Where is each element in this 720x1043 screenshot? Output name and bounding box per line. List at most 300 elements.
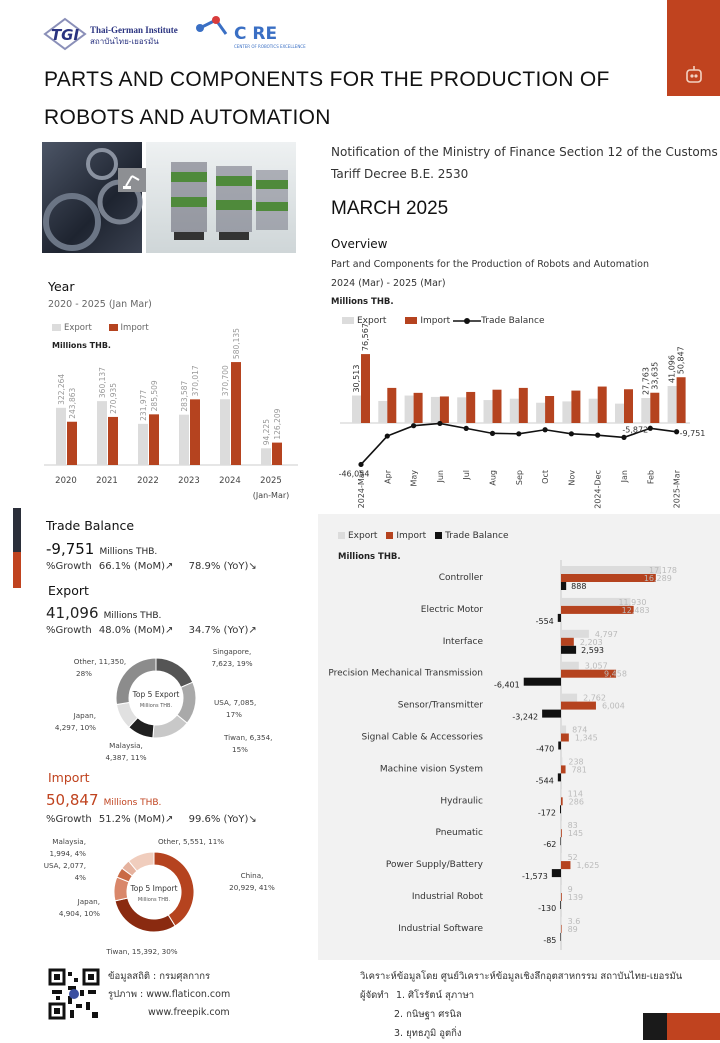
- growth-label: %Growth: [46, 625, 92, 636]
- plant-racks-illustration: [146, 142, 296, 253]
- core-logo-text: C RE: [234, 24, 278, 44]
- import-value: 50,847: [46, 791, 99, 809]
- export_donut-slice-singapore: [156, 658, 193, 687]
- import_donut-label: 1,994, 4%: [49, 849, 86, 858]
- component-label-export-1: 11,930: [618, 597, 647, 607]
- overview-balance-point-Apr: [385, 433, 390, 438]
- page-title-line1: PARTS AND COMPONENTS FOR THE PRODUCTION OF: [44, 68, 610, 91]
- components-legend: [338, 531, 509, 541]
- overview-balance-point-May: [411, 423, 416, 428]
- core-logo: [190, 12, 306, 52]
- year-value-label-export-2022: 231,977: [139, 389, 148, 421]
- overview-legend: [342, 316, 545, 326]
- tgi-logo: [42, 17, 88, 51]
- import_donut-label: China,: [240, 871, 264, 880]
- trade-balance-yoy: 78.9% (YoY): [188, 561, 249, 572]
- import_donut-center-title: Top 5 Import: [130, 884, 178, 893]
- core-subtitle: CENTER OF ROBOTICS EXCELLENCE: [234, 44, 306, 49]
- export-yoy: 34.7% (YoY): [188, 625, 249, 636]
- year-value-label-export-2023: 283,587: [180, 380, 189, 412]
- component-bar-export-5: [561, 726, 566, 734]
- overview-label-export-Feb: 27,763: [641, 367, 651, 396]
- year-bar-import-2023: [190, 399, 200, 465]
- component-name-11: Industrial Software: [398, 923, 483, 934]
- component-bar-export-8: [561, 821, 562, 829]
- overview-bar-export-Sep: [510, 399, 519, 423]
- component-bar-export-7: [561, 789, 562, 797]
- overview-balance-point-Jan: [621, 435, 626, 440]
- year-bar-import-2022: [149, 414, 159, 465]
- year-tick-note: (Jan-Mar): [252, 491, 290, 500]
- component-label-balance-5: -470: [536, 744, 555, 754]
- overview-label-export-2025-Mar: 41,096: [667, 355, 677, 384]
- component-label-export-3: 3,057: [584, 661, 608, 671]
- component-bar-export-2: [561, 630, 589, 638]
- component-label-export-2: 4,797: [594, 629, 618, 639]
- overview-tick-Aug: Aug: [488, 470, 498, 486]
- component-name-4: Sensor/Transmitter: [397, 700, 483, 711]
- year-tick-2021: 2021: [96, 476, 118, 486]
- overview-tick-2024-Mar: 2024-Mar: [357, 470, 366, 509]
- component-name-1: Electric Motor: [420, 604, 483, 615]
- component-bar-import-9: [561, 861, 570, 869]
- component-name-8: Pneumatic: [435, 828, 483, 839]
- overview-unit: Millions THB.: [331, 297, 394, 307]
- component-bar-balance-11: [560, 933, 561, 941]
- overview-balance-point-2024-Mar: [358, 462, 363, 467]
- footer-accent-orange: [667, 1013, 720, 1040]
- component-bar-balance-6: [558, 773, 561, 781]
- component-label-export-10: 9: [567, 885, 573, 894]
- component-bar-export-0: [561, 566, 661, 574]
- component-name-7: Hydraulic: [440, 796, 483, 807]
- side-accent-orange: [13, 552, 21, 588]
- component-label-balance-4: -3,242: [512, 712, 539, 722]
- overview-balance-point-Jun: [437, 421, 442, 426]
- overview-bar-import-Feb: [650, 393, 659, 423]
- year-value-label-export-2024: 370,700: [221, 365, 230, 397]
- component-label-import-7: 286: [568, 797, 584, 807]
- overview-bar-import-Aug: [493, 390, 502, 423]
- overview-tick-Oct: Oct: [541, 470, 551, 484]
- year-heading: Year: [48, 279, 75, 294]
- arrow-down-right-icon: ↘: [248, 814, 257, 825]
- comp-legend-export-label: Export: [348, 531, 378, 541]
- year-value-label-import-2025: 126,209: [273, 408, 282, 440]
- trade-balance-mom: 66.1% (MoM): [98, 561, 166, 572]
- component-bar-import-11: [561, 925, 562, 933]
- component-bar-import-7: [561, 797, 563, 805]
- components-chart: [318, 560, 720, 955]
- legend-export-label: Export: [357, 316, 387, 326]
- overview-bar-export-Jun: [431, 397, 440, 423]
- component-label-import-2: 2,203: [579, 637, 603, 647]
- prepared-by-label: ผู้จัดทำ: [360, 990, 389, 1001]
- overview-tick-Apr: Apr: [383, 470, 393, 484]
- component-label-balance-1: -554: [535, 616, 554, 626]
- component-bar-export-10: [561, 885, 562, 893]
- import_donut-label: Tiwan, 15,392, 30%: [106, 947, 178, 956]
- overview-bar-export-Feb: [641, 398, 650, 423]
- sources: [108, 968, 230, 1022]
- year-value-label-import-2020: 243,863: [68, 387, 77, 419]
- overview-bar-import-Jan: [624, 389, 633, 423]
- import_donut-slice-tiwan: [115, 898, 175, 932]
- year-bar-export-2023: [179, 415, 189, 465]
- component-label-balance-10: -130: [538, 904, 557, 913]
- institute-name: [90, 25, 178, 48]
- component-bar-balance-8: [560, 837, 561, 845]
- year-tick-2025: 2025: [260, 476, 282, 486]
- overview-chart: [338, 323, 706, 512]
- component-label-balance-11: -85: [543, 935, 557, 945]
- overview-balance-point-Sep: [516, 431, 521, 436]
- export_donut-label: 28%: [76, 669, 92, 678]
- source-statistics: ข้อมูลสถิติ : กรมศุลกากร: [108, 971, 211, 982]
- overview-balance-point-Jul: [464, 426, 469, 431]
- trade-balance-value: -9,751: [46, 540, 95, 558]
- component-label-balance-8: -62: [543, 840, 557, 850]
- overview-bar-import-2024-Mar: [361, 354, 370, 423]
- component-label-export-8: 83: [567, 821, 578, 831]
- overview-subtitle: Part and Components for the Production of Robots and Automation: [331, 259, 649, 270]
- year-period: 2020 - 2025 (Jan Mar): [48, 299, 152, 310]
- overview-label-export-2024-Mar: 30,513: [352, 364, 361, 393]
- component-label-export-9: 52: [567, 853, 578, 863]
- component-label-import-9: 1,625: [576, 861, 600, 871]
- export-heading: Export: [48, 583, 89, 598]
- component-label-import-0: 16,289: [643, 574, 672, 583]
- component-label-balance-9: -1,573: [522, 872, 548, 882]
- hero-image-center-badge: [118, 168, 146, 192]
- tgi-logo-text: TGI: [50, 26, 80, 44]
- year-tick-2024: 2024: [219, 476, 241, 486]
- qr-code-icon[interactable]: [48, 968, 100, 1020]
- overview-bar-import-Nov: [571, 391, 580, 423]
- component-label-import-1: 12,483: [621, 605, 650, 615]
- import_donut-label: Malaysia,: [52, 837, 86, 846]
- export_donut-label: Malaysia,: [109, 741, 143, 750]
- overview-bar-export-2025-Mar: [668, 386, 677, 423]
- import-mom: 51.2% (MoM): [98, 814, 166, 825]
- export_donut-label: Other, 11,350,: [73, 657, 127, 666]
- growth-label: %Growth: [46, 561, 92, 572]
- arrow-up-right-icon: ↗: [165, 814, 174, 825]
- component-label-balance-2: 2,593: [581, 645, 605, 655]
- overview-label-import-2024-Mar: 76,567: [361, 323, 370, 352]
- source-images-2[interactable]: www.freepik.com: [148, 1007, 230, 1018]
- export_donut-label: 15%: [232, 745, 248, 754]
- year-value-label-export-2020: 322,264: [57, 373, 66, 405]
- component-bar-export-4: [561, 694, 577, 702]
- year-value-label-export-2025: 94,225: [262, 419, 271, 446]
- component-bar-balance-2: [561, 646, 576, 654]
- year-value-label-import-2022: 285,509: [150, 380, 159, 412]
- year-bar-export-2020: [56, 408, 66, 465]
- export-unit: Millions THB.: [103, 611, 162, 621]
- footer-accent-dark: [643, 1013, 667, 1040]
- overview-label-balance-2024-Mar: -46,054: [338, 469, 370, 479]
- export_donut-center-unit: Millions THB.: [139, 703, 173, 709]
- import_donut-label: 4%: [74, 873, 86, 882]
- year-bar-export-2024: [220, 399, 230, 465]
- component-bar-import-5: [561, 734, 569, 742]
- year-tick-2023: 2023: [178, 476, 200, 486]
- year-unit: Millions THB.: [52, 341, 111, 350]
- component-bar-balance-7: [560, 805, 561, 813]
- overview-bar-export-Oct: [536, 403, 545, 423]
- legend-import-swatch: [405, 317, 417, 324]
- overview-bar-export-2024-Dec: [589, 399, 598, 423]
- year-legend-import-swatch: [109, 324, 118, 331]
- legend-export-swatch: [342, 317, 354, 324]
- legend-balance-icon: [453, 317, 481, 325]
- components-unit: Millions THB.: [338, 552, 401, 562]
- component-label-balance-6: -544: [535, 776, 554, 786]
- comp-legend-export-swatch: [338, 532, 345, 539]
- comp-legend-balance-swatch: [435, 532, 442, 539]
- overview-bar-export-May: [405, 396, 414, 423]
- import_donut-label: 4,904, 10%: [58, 909, 100, 918]
- year-bar-export-2022: [138, 424, 148, 465]
- year-bar-import-2020: [67, 422, 77, 465]
- overview-bar-import-Sep: [519, 388, 528, 423]
- author-2: 2. กนิษฐา ศรนิล: [394, 1009, 462, 1020]
- trade-balance-value-row: [46, 539, 157, 558]
- overview-tick-May: May: [409, 470, 419, 487]
- page-title-line2: ROBOTS AND AUTOMATION: [44, 106, 331, 129]
- export_donut-label: Tiwan, 6,354,: [224, 733, 273, 742]
- component-bar-balance-3: [524, 678, 561, 686]
- year-legend-export-swatch: [52, 324, 61, 331]
- component-label-balance-3: -6,401: [493, 680, 520, 690]
- export_donut-label: 17%: [226, 710, 242, 719]
- component-bar-balance-10: [560, 901, 561, 909]
- comp-legend-import-label: Import: [396, 531, 427, 541]
- component-bar-export-9: [561, 853, 562, 861]
- export-growth: [46, 625, 257, 636]
- overview-bar-import-2024-Dec: [598, 387, 607, 423]
- overview-label-import-Feb: 33,635: [650, 361, 660, 390]
- institute-name-th: สถาบันไทย-เยอรมัน: [90, 37, 159, 46]
- import_donut-label: Other, 5,551, 11%: [158, 837, 225, 846]
- overview-tick-Jun: Jun: [435, 470, 445, 483]
- component-bar-balance-1: [558, 614, 561, 622]
- import-heading: Import: [48, 770, 90, 785]
- component-bar-import-4: [561, 702, 596, 710]
- notification-line1: Notification of the Ministry of Finance Section 12 of the Customs: [331, 145, 718, 159]
- overview-bar-export-Apr: [378, 401, 387, 423]
- component-name-2: Interface: [442, 636, 483, 647]
- year-bar-import-2024: [231, 362, 241, 465]
- comp-legend-balance-label: Trade Balance: [445, 531, 509, 541]
- component-name-0: Controller: [438, 573, 483, 583]
- author-3: 3. ยุทธภูมิ อูตกิ่ง: [394, 1028, 462, 1039]
- export_donut-center-title: Top 5 Export: [132, 690, 180, 699]
- import_donut-center-unit: Millions THB.: [137, 897, 171, 903]
- trade-balance-heading: Trade Balance: [46, 518, 135, 533]
- component-name-6: Machine vision System: [379, 764, 483, 775]
- component-bar-export-6: [561, 757, 562, 765]
- comp-legend-import-swatch: [386, 532, 393, 539]
- component-name-9: Power Supply/Battery: [385, 860, 483, 871]
- import_donut-label: USA, 2,077,: [43, 861, 86, 870]
- credits: [360, 967, 682, 1043]
- overview-bar-export-Jul: [457, 397, 466, 423]
- component-label-import-10: 139: [567, 893, 584, 902]
- overview-bar-import-Oct: [545, 396, 554, 423]
- component-name-10: Industrial Robot: [411, 892, 483, 902]
- overview-tick-Feb: Feb: [646, 470, 656, 485]
- institute-name-en: Thai-German Institute: [90, 25, 178, 35]
- component-name-3: Precision Mechanical Transmission: [328, 668, 483, 679]
- arrow-up-right-icon: ↗: [248, 625, 257, 636]
- component-bar-import-10: [561, 893, 562, 901]
- import-value-row: [46, 790, 161, 809]
- component-label-import-6: 781: [571, 765, 587, 775]
- year-bar-import-2021: [108, 417, 118, 465]
- arrow-up-right-icon: ↗: [165, 625, 174, 636]
- trade-balance-growth: [46, 561, 257, 572]
- component-bar-export-3: [561, 662, 579, 670]
- component-bar-balance-4: [542, 710, 561, 718]
- overview-bar-import-May: [414, 393, 423, 423]
- source-images-1[interactable]: รูปภาพ : www.flaticon.com: [108, 989, 231, 1000]
- import-unit: Millions THB.: [103, 798, 162, 808]
- component-name-5: Signal Cable & Accessories: [361, 732, 483, 743]
- side-accent-dark: [13, 508, 21, 552]
- growth-label: %Growth: [46, 814, 92, 825]
- export-value: 41,096: [46, 604, 99, 622]
- component-label-balance-7: -172: [537, 808, 556, 818]
- export-value-row: [46, 603, 161, 622]
- overview-period: 2024 (Mar) - 2025 (Mar): [331, 278, 446, 289]
- overview-balance-point-Nov: [569, 431, 574, 436]
- year-value-label-export-2021: 360,137: [98, 367, 107, 399]
- year-value-label-import-2024: 580,135: [232, 328, 241, 360]
- overview-bar-import-Jun: [440, 396, 449, 423]
- notification-text: [331, 141, 718, 185]
- legend-import-label: Import: [420, 316, 451, 326]
- year-bar-export-2025: [261, 448, 271, 465]
- analysis-credit: วิเคราะห์ข้อมูลโดย ศูนย์วิเคราะห์ข้อมูลเชิงลึกอุตสาหกรรม สถาบันไทย-เยอรมัน: [360, 971, 683, 982]
- year-legend: [52, 323, 149, 333]
- overview-bar-export-Jan: [615, 404, 624, 423]
- component-label-export-6: 238: [568, 757, 584, 767]
- component-label-export-0: 17,178: [649, 566, 677, 575]
- import_donut-label: 20,929, 41%: [229, 883, 275, 892]
- overview-tick-Jul: Jul: [462, 470, 472, 480]
- overview-tick-Jan: Jan: [620, 470, 629, 483]
- year-bar-export-2021: [97, 401, 107, 465]
- import_donut-label: Japan,: [77, 897, 100, 906]
- export_donut-label: 4,387, 11%: [105, 753, 147, 762]
- hero-image-gears: [42, 142, 142, 253]
- component-bar-import-8: [561, 829, 562, 837]
- year-bar-import-2025: [272, 443, 282, 465]
- year-legend-export-label: Export: [64, 323, 92, 333]
- export_donut-label: 4,297, 10%: [54, 723, 96, 732]
- component-label-import-3: 9,458: [604, 669, 627, 679]
- export_donut-slice-tiwan: [153, 715, 187, 738]
- component-label-export-4: 2,762: [583, 693, 606, 703]
- component-label-export-11: 3.6: [567, 916, 581, 926]
- notification-line2: Tariff Decree B.E. 2530: [331, 167, 469, 181]
- overview-bar-import-Jul: [466, 392, 475, 423]
- overview-bar-export-Aug: [484, 400, 493, 423]
- export_donut-label: Singapore,: [212, 647, 252, 656]
- component-label-export-7: 114: [567, 789, 583, 799]
- component-label-import-11: 89: [567, 924, 578, 934]
- overview-label-balance-Feb: -5,872: [622, 425, 649, 435]
- overview-label-balance-2025-Mar: -9,751: [679, 428, 706, 438]
- import-growth: [46, 814, 257, 825]
- overview-tick-Nov: Nov: [567, 470, 577, 486]
- component-label-balance-0: 888: [571, 582, 587, 591]
- component-bar-balance-0: [561, 582, 566, 590]
- year-value-label-import-2021: 270,935: [109, 382, 118, 414]
- overview-tick-Sep: Sep: [514, 470, 524, 486]
- year-tick-2022: 2022: [137, 476, 159, 486]
- overview-bar-import-2025-Mar: [677, 377, 686, 423]
- component-bar-balance-9: [552, 869, 561, 877]
- export-donut-chart: [44, 640, 300, 772]
- overview-balance-point-Aug: [490, 431, 495, 436]
- component-label-import-8: 145: [567, 829, 584, 839]
- arrow-up-right-icon: ↗: [165, 561, 174, 572]
- import-yoy: 99.6% (YoY): [188, 814, 249, 825]
- overview-balance-point-2024-Dec: [595, 433, 600, 438]
- overview-tick-2025-Mar: 2025-Mar: [672, 470, 682, 509]
- trade-balance-unit: Millions THB.: [99, 547, 158, 557]
- export_donut-label: Japan,: [73, 711, 96, 720]
- export-mom: 48.0% (MoM): [98, 625, 166, 636]
- robot-head-icon: [685, 64, 703, 84]
- component-bar-import-0: [561, 574, 656, 582]
- legend-balance-label: Trade Balance: [481, 316, 545, 326]
- component-bar-export-11: [561, 917, 562, 925]
- export_donut-label: 7,623, 19%: [211, 659, 253, 668]
- arrow-down-right-icon: ↘: [248, 561, 257, 572]
- hero-image-robots: [146, 142, 296, 253]
- component-label-import-5: 1,345: [574, 733, 598, 743]
- corner-accent: [667, 0, 720, 96]
- robot-arm-icon: [190, 12, 306, 52]
- overview-label-import-2025-Mar: 50,847: [676, 346, 686, 375]
- gears-illustration: [42, 142, 142, 253]
- overview-bar-import-Apr: [387, 388, 396, 423]
- year-value-label-import-2023: 370,017: [191, 365, 200, 397]
- component-label-import-4: 6,004: [601, 701, 625, 711]
- tgi-emblem-icon: [42, 17, 88, 51]
- report-month: MARCH 2025: [331, 198, 449, 219]
- overview-balance-point-Feb: [648, 426, 653, 431]
- overview-bar-export-Nov: [562, 401, 571, 423]
- overview-balance-point-Oct: [543, 427, 548, 432]
- overview-heading: Overview: [331, 237, 388, 251]
- overview-tick-2024-Dec: 2024-Dec: [593, 470, 603, 509]
- robot-arm-icon: [118, 168, 146, 192]
- component-bar-import-2: [561, 638, 574, 646]
- author-1: 1. ศิโรรัตน์ สุภาษา: [395, 990, 475, 1001]
- year-tick-2020: 2020: [55, 476, 77, 486]
- overview-bar-export-2024-Mar: [352, 396, 361, 423]
- component-bar-balance-5: [558, 742, 561, 750]
- component-bar-import-6: [561, 765, 566, 773]
- component-label-export-5: 874: [572, 725, 588, 735]
- year-legend-import-label: Import: [120, 323, 149, 333]
- import-donut-chart: [44, 830, 300, 960]
